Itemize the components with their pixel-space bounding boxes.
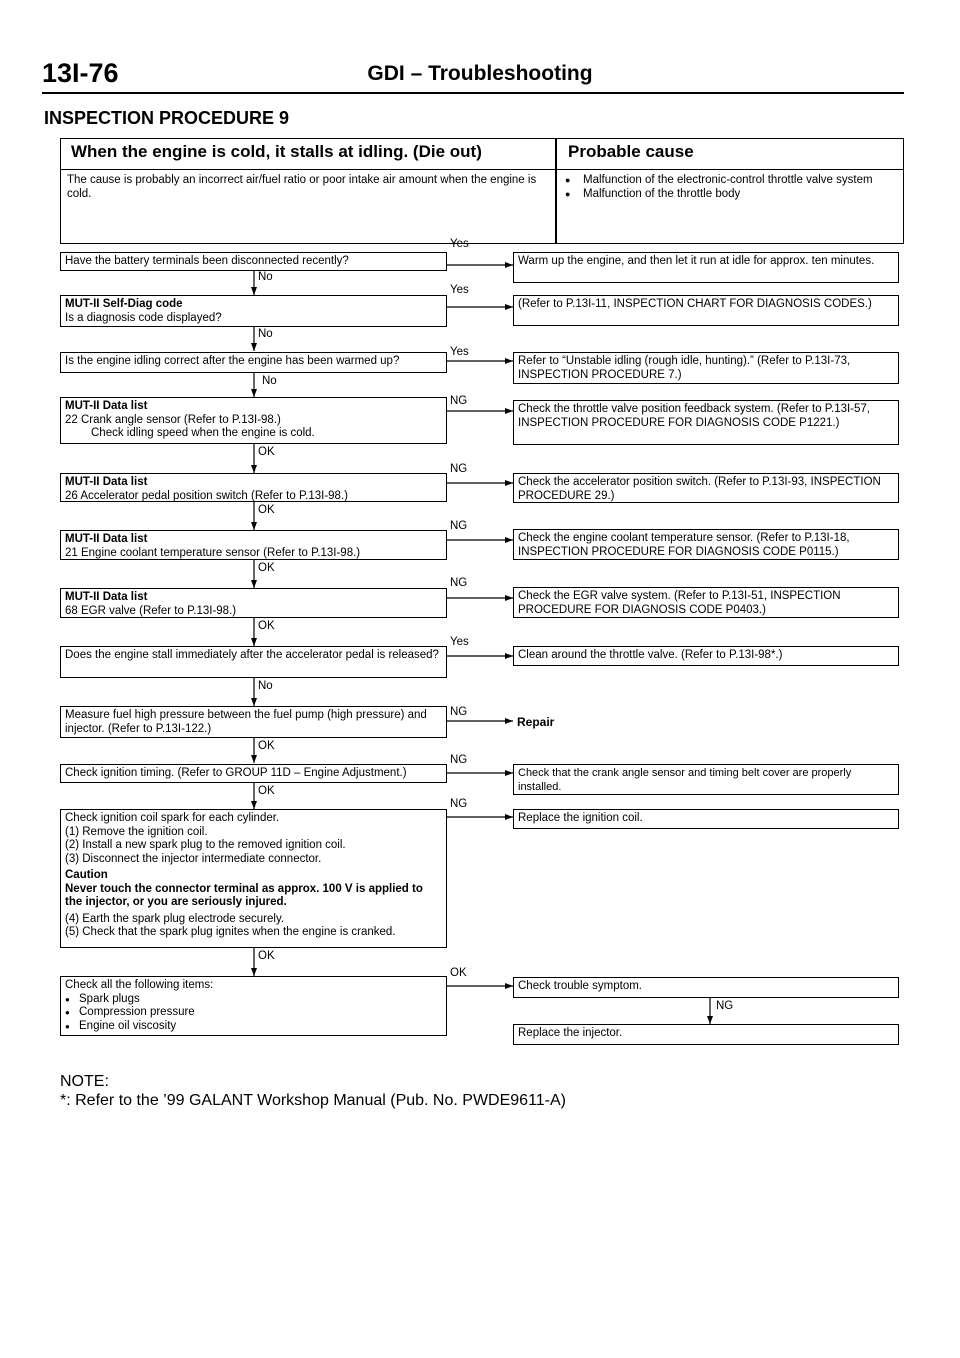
step-coolant-sensor <box>60 530 447 560</box>
step-fuel-pressure <box>60 706 447 738</box>
branch-label-ng: NG <box>450 754 468 766</box>
branch-label-ok: OK <box>450 967 467 979</box>
branch-label-ok: OK <box>258 504 275 516</box>
step-text: 26 Accelerator pedal position switch (Refer to P.13I-98.) <box>65 489 348 502</box>
branch-label-ng: NG <box>450 395 468 407</box>
branch-label-ok: OK <box>258 562 275 574</box>
note-text: *: Refer to the ’99 GALANT Workshop Manual (Pub. No. PWDE9611-A) <box>60 1092 566 1109</box>
step-accel-switch <box>60 473 447 502</box>
branch-label-ok: OK <box>258 785 275 797</box>
step-text: Measure fuel high pressure between the fuel pump (high pressure) and injector. (Refer to P.13I-122.) <box>65 709 427 735</box>
step-text: (2) Install a new spark plug to the removed ignition coil. <box>65 839 346 851</box>
branch-label-no: No <box>258 271 273 283</box>
probable-cause-heading: Probable cause <box>568 142 694 161</box>
result-repair: Repair <box>517 715 555 729</box>
branch-label-no: No <box>258 328 273 340</box>
step-ignition-timing <box>60 764 447 783</box>
check-item: ● Engine oil viscosity <box>65 1020 442 1034</box>
branch-label-no: No <box>262 375 277 387</box>
note-label: NOTE: <box>60 1073 109 1090</box>
branch-label-ok: OK <box>258 446 275 458</box>
step-text: Check all the following items: <box>65 979 214 991</box>
branch-label-yes: Yes <box>450 346 469 358</box>
result-throttle-feedback: Check the throttle valve position feedback system. (Refer to P.13I-57, INSPECTION PROCEDURE FOR DIAGNOSIS CODE P1221.) <box>513 400 899 445</box>
step-title: MUT-II Self-Diag code <box>65 298 183 310</box>
branch-label-yes: Yes <box>450 238 469 250</box>
branch-label-no: No <box>258 680 273 692</box>
step-stall-accel <box>60 646 447 678</box>
step-title: MUT-II Data list <box>65 400 148 412</box>
result-warm-up: Warm up the engine, and then let it run at idle for approx. ten minutes. <box>513 252 899 283</box>
step-crank-angle <box>60 397 447 444</box>
result-trouble-symptom: Check trouble symptom. <box>513 977 899 998</box>
branch-label-ng: NG <box>450 798 468 810</box>
branch-label-ng: NG <box>450 520 468 532</box>
caution-text: Never touch the connector terminal as approx. 100 V is applied to the injector, or you are seriously injured. <box>65 882 423 908</box>
step-text: 68 EGR valve (Refer to P.13I-98.) <box>65 604 237 617</box>
step-text: 21 Engine coolant temperature sensor (Refer to P.13I-98.) <box>65 546 361 559</box>
branch-label-ok: OK <box>258 620 275 632</box>
result-crank-sensor-cover: Check that the crank angle sensor and timing belt cover are properly installed. <box>513 764 899 795</box>
step-text: (3) Disconnect the injector intermediate connector. <box>65 852 322 865</box>
page-number: 13I-76 <box>42 58 119 88</box>
cause-description: The cause is probably an incorrect air/fuel ratio or poor intake air amount when the engine is cold. <box>67 174 537 200</box>
step-title: MUT-II Data list <box>65 476 148 488</box>
step-text: Check ignition coil spark for each cylinder. <box>65 812 280 824</box>
result-accel-switch: Check the accelerator position switch. (Refer to P.13I-93, INSPECTION PROCEDURE 29.) <box>513 473 899 503</box>
caution-title: Caution <box>65 869 108 881</box>
branch-label-ng: NG <box>450 463 468 475</box>
step-text: 22 Crank angle sensor (Refer to P.13I-98.) <box>65 413 281 426</box>
procedure-title: INSPECTION PROCEDURE 9 <box>44 108 290 128</box>
branch-label-ng: NG <box>716 1000 734 1012</box>
step-text: (5) Check that the spark plug ignites when the engine is cranked. <box>65 926 396 938</box>
step-subtext: Check idling speed when the engine is cold. <box>91 427 315 439</box>
step-text: Is a diagnosis code displayed? <box>65 311 222 324</box>
result-egr-system: Check the EGR valve system. (Refer to P.13I-51, INSPECTION PROCEDURE FOR DIAGNOSIS CODE P0403.) <box>513 587 899 618</box>
step-text: Does the engine stall immediately after the accelerator pedal is released? <box>65 649 439 661</box>
probable-cause-item: ● Malfunction of the throttle body <box>563 187 899 201</box>
symptom-heading: When the engine is cold, it stalls at idling. (Die out) <box>71 142 482 161</box>
step-battery-check <box>60 252 447 271</box>
step-idling-warm <box>60 352 447 373</box>
step-egr-valve <box>60 588 447 618</box>
branch-label-ng: NG <box>450 706 468 718</box>
result-unstable-idling: Refer to “Unstable idling (rough idle, hunting).” (Refer to P.13I-73, INSPECTION PROCEDURE 7.) <box>513 352 899 384</box>
step-ignition-coil <box>60 809 447 948</box>
step-title: MUT-II Data list <box>65 591 148 603</box>
branch-label-ok: OK <box>258 950 275 962</box>
result-coolant-sensor: Check the engine coolant temperature sensor. (Refer to P.13I-18, INSPECTION PROCEDURE FOR DIAGNOSIS CODE P0115.) <box>513 529 899 560</box>
step-self-diag <box>60 295 447 327</box>
page-title: GDI – Troubleshooting <box>367 62 593 85</box>
result-replace-coil: Replace the ignition coil. <box>513 809 899 829</box>
step-title: MUT-II Data list <box>65 533 148 545</box>
step-text: (1) Remove the ignition coil. <box>65 825 208 838</box>
branch-label-ng: NG <box>450 577 468 589</box>
step-text: Have the battery terminals been disconnected recently? <box>65 255 349 267</box>
step-text: Check ignition timing. (Refer to GROUP 11D – Engine Adjustment.) <box>65 767 407 779</box>
result-clean-throttle: Clean around the throttle valve. (Refer to P.13I-98*.) <box>513 646 899 666</box>
check-item: ● Spark plugs <box>65 993 442 1007</box>
step-text: (4) Earth the spark plug electrode securely. <box>65 912 285 925</box>
probable-cause-item: ● Malfunction of the electronic-control throttle valve system <box>563 173 899 187</box>
branch-label-yes: Yes <box>450 284 469 296</box>
branch-label-yes: Yes <box>450 636 469 648</box>
check-item-list <box>65 993 442 1034</box>
check-item: ● Compression pressure <box>65 1006 442 1020</box>
result-diag-chart: (Refer to P.13I-11, INSPECTION CHART FOR DIAGNOSIS CODES.) <box>513 295 899 326</box>
branch-label-ok: OK <box>258 740 275 752</box>
step-check-items <box>60 976 447 1036</box>
step-text: Is the engine idling correct after the engine has been warmed up? <box>65 355 400 367</box>
result-replace-injector: Replace the injector. <box>513 1024 899 1045</box>
